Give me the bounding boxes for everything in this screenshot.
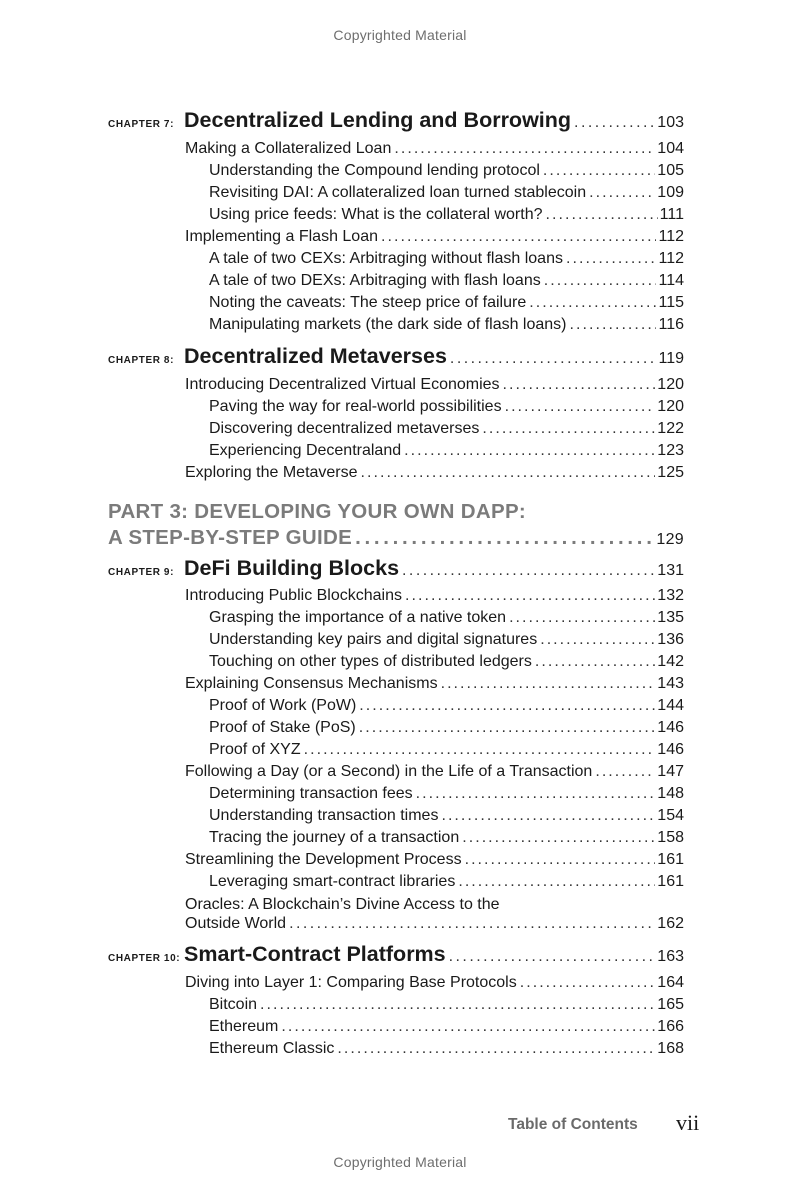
dot-leader (509, 609, 655, 627)
dot-leader (482, 420, 655, 438)
page-number: 129 (656, 531, 684, 548)
dot-leader (359, 697, 655, 715)
page-number: 164 (657, 974, 684, 991)
entry-title: Proof of Work (PoW) (209, 697, 357, 714)
part-3-heading[interactable] (108, 500, 684, 550)
entry-title: Bitcoin (209, 996, 258, 1013)
toc-entry[interactable] (185, 140, 684, 158)
chapter-label: CHAPTER 8: (108, 355, 175, 366)
toc-entry[interactable] (185, 851, 684, 869)
dot-leader (289, 915, 654, 933)
page-number: 119 (658, 350, 684, 367)
entry-title: Experiencing Decentraland (209, 442, 402, 459)
dot-leader (402, 562, 654, 580)
dot-leader (394, 140, 655, 158)
dot-leader (544, 272, 657, 290)
dot-leader (503, 376, 656, 394)
toc-entry[interactable] (209, 719, 684, 737)
chapter-title: Decentralized Lending and Borrowing (184, 108, 572, 132)
toc-entry[interactable] (209, 631, 684, 649)
dot-leader (304, 741, 656, 759)
dot-leader (416, 785, 656, 803)
toc-entry[interactable] (209, 250, 684, 268)
page-number: 163 (657, 948, 684, 965)
page-number: 161 (657, 873, 684, 890)
toc-entry[interactable] (209, 294, 684, 312)
chapter-title: Decentralized Metaverses (184, 344, 447, 368)
entry-title: Making a Collateralized Loan (185, 140, 392, 157)
page-number: 109 (657, 184, 684, 201)
dot-leader (566, 250, 657, 268)
page-number: 166 (657, 1018, 684, 1035)
dot-leader (505, 398, 656, 416)
chapter-label: CHAPTER 7: (108, 119, 175, 130)
toc-entry[interactable] (209, 272, 684, 290)
page-number: 114 (658, 272, 684, 289)
entry-title: Proof of Stake (PoS) (209, 719, 356, 736)
toc-entry[interactable] (185, 228, 684, 246)
toc-entry[interactable] (209, 697, 684, 715)
chapter-title: Smart-Contract Platforms (184, 942, 446, 966)
dot-leader (260, 996, 655, 1014)
entry-title: Grasping the importance of a native token (209, 609, 507, 626)
entry-title: Introducing Public Blockchains (185, 587, 403, 604)
entry-title: Paving the way for real-world possibilities (209, 398, 502, 415)
toc-entry[interactable] (209, 653, 684, 671)
entry-title: Understanding the Compound lending protocol (209, 162, 540, 179)
entry-title: Following a Day (or a Second) in the Life of a Transaction (185, 763, 593, 780)
page-number: 147 (657, 763, 684, 780)
dot-leader (462, 829, 655, 847)
page-number: 105 (657, 162, 684, 179)
toc-entry[interactable] (209, 206, 684, 224)
entry-title: Introducing Decentralized Virtual Economies (185, 376, 500, 393)
chapter-7-heading[interactable] (108, 108, 684, 133)
page-number: 120 (657, 398, 684, 415)
page-number: 158 (657, 829, 684, 846)
entry-title: A tale of two DEXs: Arbitraging with flash loans (209, 272, 541, 289)
page-number: 103 (657, 114, 684, 131)
page-number: 116 (658, 316, 684, 333)
toc-entry[interactable] (185, 763, 684, 781)
dot-leader (545, 206, 657, 224)
page-number: 131 (657, 562, 684, 579)
page-number: 125 (657, 464, 684, 481)
dot-leader (381, 228, 656, 246)
entry-title: Exploring the Metaverse (185, 464, 358, 481)
page-number: 136 (657, 631, 684, 648)
entry-title: Understanding transaction times (209, 807, 439, 824)
chapter-8-heading[interactable] (108, 344, 684, 369)
dot-leader (450, 350, 656, 368)
page-number: 154 (657, 807, 684, 824)
page-number: 115 (658, 294, 684, 311)
entry-title: Understanding key pairs and digital signatures (209, 631, 538, 648)
dot-leader (520, 974, 656, 992)
entry-title: Tracing the journey of a transaction (209, 829, 460, 846)
dot-leader (359, 719, 656, 737)
toc-entry[interactable] (209, 420, 684, 438)
dot-leader (540, 631, 655, 649)
entry-title: Noting the caveats: The steep price of failure (209, 294, 527, 311)
footer-page-number: vii (676, 1110, 700, 1135)
page-number: 146 (657, 719, 684, 736)
page-number: 112 (658, 250, 684, 267)
entry-title: Ethereum Classic (209, 1040, 335, 1057)
page-number: 148 (657, 785, 684, 802)
toc-entry[interactable] (209, 996, 684, 1014)
page-number: 146 (657, 741, 684, 758)
page-number: 162 (657, 915, 684, 932)
entry-title: Touching on other types of distributed ledgers (209, 653, 532, 670)
toc-entry[interactable] (209, 1018, 684, 1036)
dot-leader (589, 184, 655, 202)
watermark-top: Copyrighted Material (333, 27, 467, 43)
entry-title: Ethereum (209, 1018, 279, 1035)
toc-entry[interactable] (209, 162, 684, 180)
dot-leader (574, 114, 654, 132)
entry-title: Streamlining the Development Process (185, 851, 462, 868)
dot-leader (529, 294, 656, 312)
page-number: 104 (657, 140, 684, 157)
toc-entry[interactable] (209, 829, 684, 847)
entry-title: A tale of two CEXs: Arbitraging without flash loans (209, 250, 563, 267)
toc-entry[interactable] (209, 184, 684, 202)
dot-leader (405, 587, 655, 605)
toc-entry[interactable] (185, 974, 684, 992)
chapter-label: CHAPTER 9: (108, 567, 175, 578)
toc-entry[interactable] (209, 741, 684, 759)
entry-title-continued: Outside World (185, 915, 287, 932)
dot-leader (337, 1040, 655, 1058)
dot-leader (570, 316, 657, 334)
part-title-line2: A STEP-BY-STEP GUIDE (108, 526, 353, 549)
dot-leader (595, 763, 655, 781)
dot-leader (465, 851, 656, 869)
page-number: 123 (657, 442, 684, 459)
dot-leader (441, 807, 655, 825)
toc-entry[interactable] (209, 316, 684, 334)
toc-entry[interactable] (209, 398, 684, 416)
dot-leader (355, 526, 653, 550)
page-number: 143 (657, 675, 684, 692)
page-number: 168 (657, 1040, 684, 1057)
entry-title: Proof of XYZ (209, 741, 301, 758)
entry-title: Discovering decentralized metaverses (209, 420, 480, 437)
toc-entry[interactable] (185, 376, 684, 394)
dot-leader (543, 162, 655, 180)
entry-title: Oracles: A Blockchain’s Divine Access to the (185, 896, 500, 913)
chapter-title: DeFi Building Blocks (184, 556, 400, 580)
dot-leader (404, 442, 655, 460)
page-number: 122 (657, 420, 684, 437)
page-number: 142 (657, 653, 684, 670)
entry-title: Diving into Layer 1: Comparing Base Protocols (185, 974, 517, 991)
chapter-10-heading[interactable] (108, 942, 684, 967)
entry-title: Manipulating markets (the dark side of flash loans) (209, 316, 567, 333)
watermark-bottom: Copyrighted Material (333, 1154, 467, 1170)
entry-title: Explaining Consensus Mechanisms (185, 675, 438, 692)
toc-entry[interactable] (185, 587, 684, 605)
page-number: 135 (657, 609, 684, 626)
dot-leader (458, 873, 655, 891)
page-number: 111 (659, 206, 684, 223)
page-number: 132 (657, 587, 684, 604)
entry-title: Leveraging smart-contract libraries (209, 873, 456, 890)
entry-title: Using price feeds: What is the collateral worth? (209, 206, 543, 223)
entry-title: Determining transaction fees (209, 785, 413, 802)
toc-entry[interactable] (209, 609, 684, 627)
toc-entry[interactable] (209, 442, 684, 460)
toc-entry[interactable] (209, 785, 684, 803)
dot-leader (535, 653, 655, 671)
footer-section-label: Table of Contents (508, 1116, 638, 1133)
dot-leader (449, 948, 655, 966)
dot-leader (361, 464, 656, 482)
part-title-line1: PART 3: DEVELOPING YOUR OWN DAPP: (108, 500, 527, 523)
page-number: 165 (657, 996, 684, 1013)
toc-entry[interactable] (185, 464, 684, 482)
entry-title: Implementing a Flash Loan (185, 228, 378, 245)
page-number: 161 (657, 851, 684, 868)
page-number: 112 (658, 228, 684, 245)
chapter-label: CHAPTER 10: (108, 953, 181, 964)
toc-entry[interactable] (185, 896, 684, 933)
entry-title: Revisiting DAI: A collateralized loan turned stablecoin (209, 184, 587, 201)
toc-entry[interactable] (209, 873, 684, 891)
dot-leader (281, 1018, 655, 1036)
dot-leader (441, 675, 656, 693)
toc-entry[interactable] (209, 1040, 684, 1058)
page-number: 144 (657, 697, 684, 714)
chapter-9-heading[interactable] (108, 556, 684, 581)
page-number: 120 (657, 376, 684, 393)
toc-entry[interactable] (185, 675, 684, 693)
toc-entry[interactable] (209, 807, 684, 825)
